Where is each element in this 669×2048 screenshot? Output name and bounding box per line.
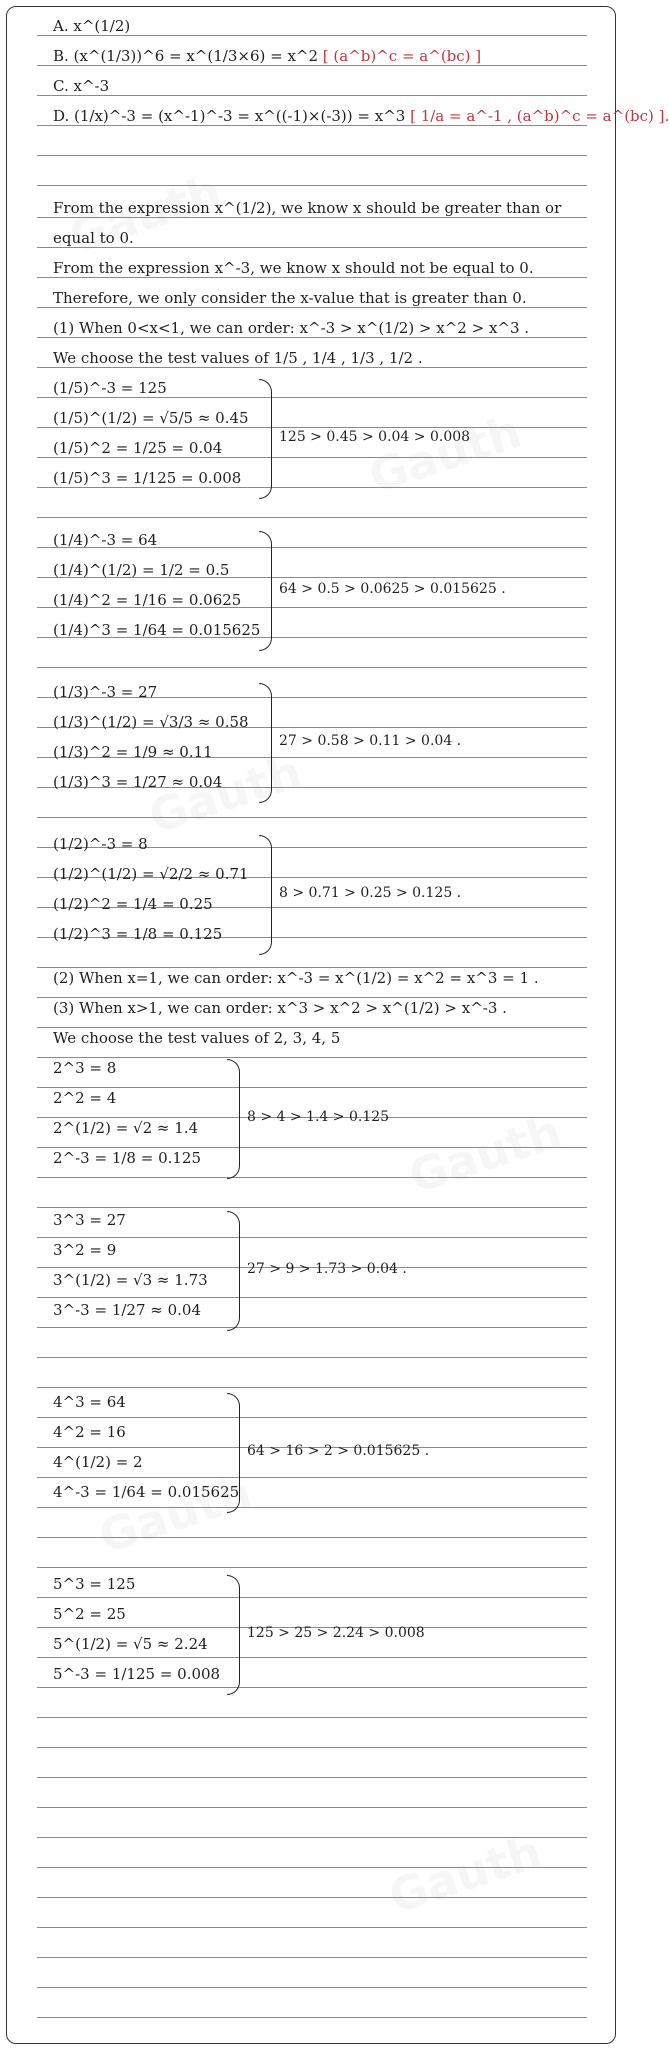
calc-line: 4^3 = 64 bbox=[53, 1393, 126, 1411]
calc-line: 5^(1/2) = √5 ≈ 2.24 bbox=[53, 1635, 208, 1653]
comparison-text: 8 > 0.71 > 0.25 > 0.125 . bbox=[279, 885, 462, 901]
brace bbox=[227, 1393, 240, 1513]
reasoning-line: Therefore, we only consider the x-value that is greater than 0. bbox=[53, 289, 527, 307]
brace bbox=[259, 531, 272, 651]
calc-line: 2^-3 = 1/8 = 0.125 bbox=[53, 1149, 202, 1167]
brace bbox=[259, 379, 272, 499]
comparison-text: 27 > 9 > 1.73 > 0.04 . bbox=[247, 1261, 407, 1277]
calc-line: 3^2 = 9 bbox=[53, 1241, 117, 1259]
option-b-text: B. (x^(1/3))^6 = x^(1/3×6) = x^2 bbox=[53, 47, 319, 65]
comparison-text: 64 > 16 > 2 > 0.015625 . bbox=[247, 1443, 430, 1459]
case-3-test-values: We choose the test values of 2, 3, 4, 5 bbox=[53, 1029, 341, 1047]
brace bbox=[259, 683, 272, 803]
calc-line: 5^3 = 125 bbox=[53, 1575, 136, 1593]
comparison-text: 125 > 25 > 2.24 > 0.008 bbox=[247, 1625, 425, 1641]
calc-line: (1/2)^-3 = 8 bbox=[53, 835, 148, 853]
calc-line: (1/5)^(1/2) = √5/5 ≈ 0.45 bbox=[53, 409, 249, 427]
case-1-test-values: We choose the test values of 1/5 , 1/4 , 1/3 , 1/2 . bbox=[53, 349, 423, 367]
calc-line: (1/5)^2 = 1/25 = 0.04 bbox=[53, 439, 223, 457]
watermark bbox=[402, 1104, 567, 1204]
comparison-text: 125 > 0.45 > 0.04 > 0.008 bbox=[279, 429, 471, 445]
option-c: C. x^-3 bbox=[53, 77, 110, 95]
calc-line: 5^2 = 25 bbox=[53, 1605, 126, 1623]
calc-line: 4^2 = 16 bbox=[53, 1423, 126, 1441]
case-3-heading: (3) When x>1, we can order: x^3 > x^2 > x^(1/2) > x^-3 . bbox=[53, 999, 507, 1017]
calc-line: (1/2)^2 = 1/4 = 0.25 bbox=[53, 895, 213, 913]
calc-line: (1/4)^2 = 1/16 = 0.0625 bbox=[53, 591, 242, 609]
calc-line: (1/4)^(1/2) = 1/2 = 0.5 bbox=[53, 561, 230, 579]
calc-line: (1/5)^3 = 1/125 = 0.008 bbox=[53, 469, 242, 487]
case-2-heading: (2) When x=1, we can order: x^-3 = x^(1/2) = x^2 = x^3 = 1 . bbox=[53, 969, 539, 987]
calc-line: 4^-3 = 1/64 = 0.015625 bbox=[53, 1483, 240, 1501]
reasoning-line: From the expression x^(1/2), we know x should be greater than or bbox=[53, 199, 562, 217]
calc-line: 3^-3 = 1/27 ≈ 0.04 bbox=[53, 1301, 202, 1319]
calc-line: 2^3 = 8 bbox=[53, 1059, 117, 1077]
comparison-text: 64 > 0.5 > 0.0625 > 0.015625 . bbox=[279, 581, 506, 597]
calc-line: (1/4)^-3 = 64 bbox=[53, 531, 158, 549]
comparison-text: 27 > 0.58 > 0.11 > 0.04 . bbox=[279, 733, 462, 749]
calc-line: 5^-3 = 1/125 = 0.008 bbox=[53, 1665, 221, 1683]
calc-line: (1/3)^2 = 1/9 ≈ 0.11 bbox=[53, 743, 213, 761]
watermark bbox=[362, 404, 527, 504]
option-d bbox=[53, 107, 669, 125]
calc-line: (1/3)^3 = 1/27 ≈ 0.04 bbox=[53, 773, 223, 791]
calc-line: 3^(1/2) = √3 ≈ 1.73 bbox=[53, 1271, 208, 1289]
brace bbox=[227, 1211, 240, 1331]
calc-line: 2^(1/2) = √2 ≈ 1.4 bbox=[53, 1119, 199, 1137]
calc-line: 4^(1/2) = 2 bbox=[53, 1453, 143, 1471]
notebook-page bbox=[6, 6, 669, 2044]
brace bbox=[227, 1575, 240, 1695]
calc-line: (1/2)^(1/2) = √2/2 ≈ 0.71 bbox=[53, 865, 249, 883]
calc-line: 2^2 = 4 bbox=[53, 1089, 117, 1107]
reasoning-line: equal to 0. bbox=[53, 229, 134, 247]
calc-line: (1/2)^3 = 1/8 = 0.125 bbox=[53, 925, 223, 943]
option-b-rule: [ (a^b)^c = a^(bc) ] bbox=[322, 47, 482, 65]
calc-line: (1/3)^(1/2) = √3/3 ≈ 0.58 bbox=[53, 713, 249, 731]
comparison-text: 8 > 4 > 1.4 > 0.125 bbox=[247, 1109, 390, 1125]
brace bbox=[259, 835, 272, 955]
option-d-text: D. (1/x)^-3 = (x^-1)^-3 = x^((-1)×(-3)) = x^3 bbox=[53, 107, 406, 125]
calc-line: (1/3)^-3 = 27 bbox=[53, 683, 158, 701]
brace bbox=[227, 1059, 240, 1179]
calc-line: (1/5)^-3 = 125 bbox=[53, 379, 167, 397]
watermark bbox=[382, 1824, 547, 1924]
option-a: A. x^(1/2) bbox=[53, 17, 131, 35]
case-1-heading: (1) When 0<x<1, we can order: x^-3 > x^(1/2) > x^2 > x^3 . bbox=[53, 319, 530, 337]
calc-line: (1/4)^3 = 1/64 = 0.015625 bbox=[53, 621, 261, 639]
reasoning-line: From the expression x^-3, we know x should not be equal to 0. bbox=[53, 259, 534, 277]
calc-line: 3^3 = 27 bbox=[53, 1211, 126, 1229]
option-b bbox=[53, 47, 481, 65]
option-d-rule: [ 1/a = a^-1 , (a^b)^c = a^(bc) ]. bbox=[410, 107, 669, 125]
